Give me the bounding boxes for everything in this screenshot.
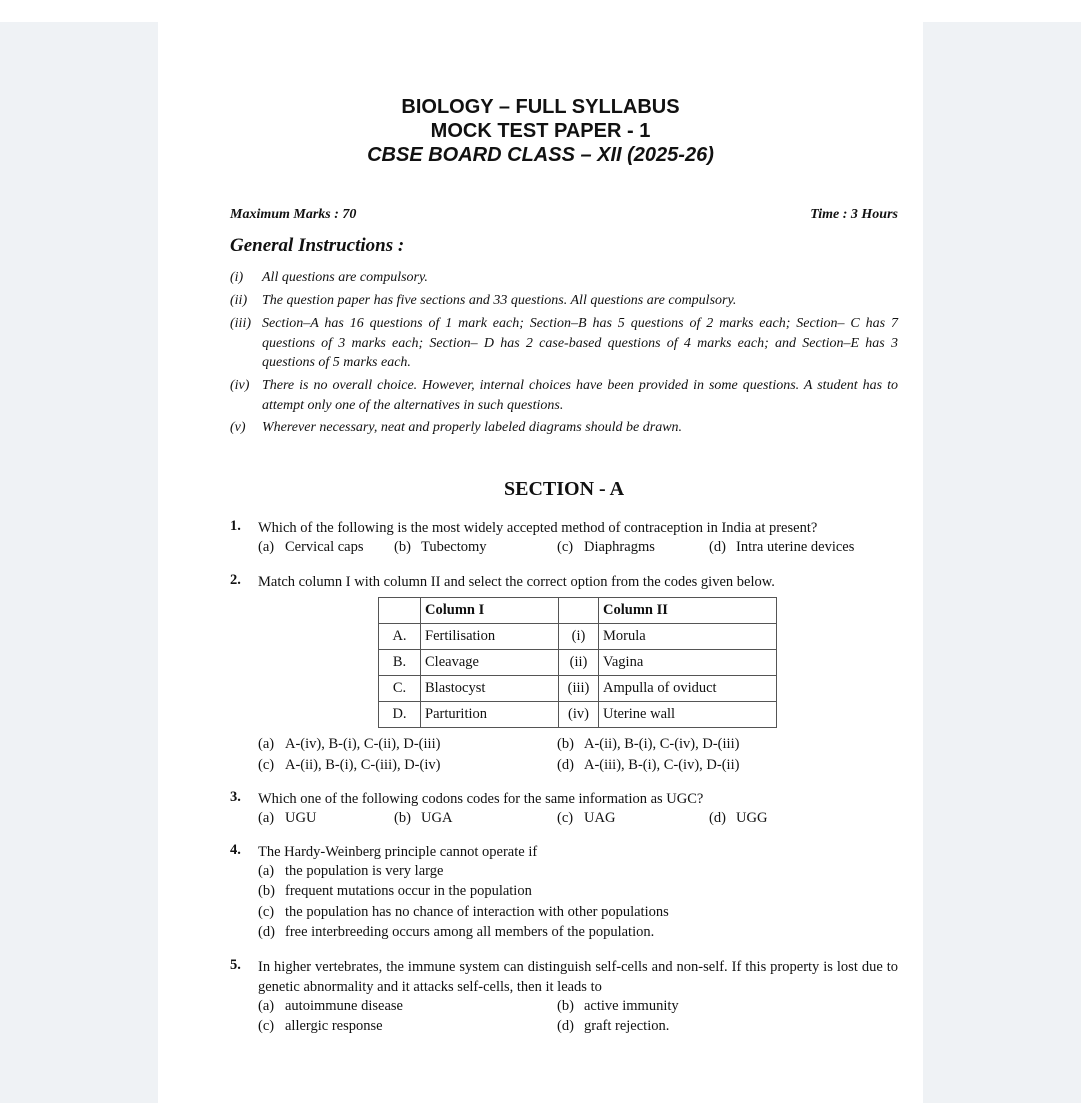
option-text: A-(iii), B-(i), C-(iv), D-(ii) [584,757,740,773]
option-text: graft rejection. [584,1018,670,1034]
table-row [379,650,777,676]
table-cell: B. [379,650,421,676]
option [709,810,767,827]
table-cell: Cleavage [421,650,559,676]
question-number: 4. [230,842,241,858]
option-label: (a) [258,863,275,879]
option-text: autoimmune disease [285,998,403,1014]
instructions-title: General Instructions : [230,235,405,256]
instruction-text: The question paper has five sections and 33 questions. All questions are compulsory. [262,293,737,308]
option-label: (d) [709,810,726,826]
title-board: CBSE BOARD CLASS – XII (2025-26) [367,144,714,166]
table-header-cell [559,598,599,624]
option-label: (b) [557,998,574,1014]
option [258,904,669,921]
title-subject: BIOLOGY – FULL SYLLABUS [401,96,680,118]
option [557,736,739,753]
option-text: allergic response [285,1018,383,1034]
option-text: UGG [736,810,768,826]
question-number: 3. [230,789,241,805]
option-label: (b) [557,736,574,752]
table-cell: A. [379,624,421,650]
page-margin-right [923,22,1081,1103]
option [557,539,655,556]
option-label: (c) [258,1018,275,1034]
question-text: The Hardy-Weinberg principle cannot operate if [258,844,538,860]
table-cell: Ampulla of oviduct [599,676,777,702]
option-label: (a) [258,998,275,1014]
option-text: the population has no chance of interaction with other populations [285,904,669,920]
question-number: 5. [230,957,241,973]
table-header-cell [379,598,421,624]
table-cell: Fertilisation [421,624,559,650]
option-text: UGU [285,810,317,826]
option-text: Cervical caps [285,539,364,555]
option-text: A-(ii), B-(i), C-(iv), D-(iii) [584,736,740,752]
instruction-number: (i) [230,270,244,285]
question-number: 2. [230,572,241,588]
option [258,539,364,556]
instruction-text: All questions are compulsory. [262,270,428,285]
table-header-row [379,598,777,624]
option [557,998,679,1015]
option-text: the population is very large [285,863,444,879]
option-label: (a) [258,810,275,826]
table-cell: (iii) [559,676,599,702]
table-cell: Blastocyst [421,676,559,702]
question-text: Match column I with column II and select the correct option from the codes given below. [258,574,775,590]
table-cell: Morula [599,624,777,650]
option [557,1018,669,1035]
instruction-text: Wherever necessary, neat and properly labeled diagrams should be drawn. [262,420,683,435]
option [258,736,440,753]
option-text: Intra uterine devices [736,539,855,555]
option-text: free interbreeding occurs among all members of the population. [285,924,655,940]
option [709,539,854,556]
table-row [379,676,777,702]
table-cell: C. [379,676,421,702]
time-allowed: Time : 3 Hours [810,207,898,222]
table-cell: (i) [559,624,599,650]
instruction-item [230,291,898,311]
section-a-heading: SECTION - A [503,478,625,500]
instruction-number: (ii) [230,293,248,308]
table-row [379,624,777,650]
table-header-cell: Column I [421,598,559,624]
option-label: (c) [557,810,574,826]
option-text: Diaphragms [584,539,655,555]
table-cell: Uterine wall [599,702,777,728]
option [394,539,487,556]
instruction-item [230,268,898,288]
instruction-text: Section–A has 16 questions of 1 mark each; Section–B has 5 questions of 2 marks each; Section– C has 7 questions of 3 marks each; Section– D has 2 case-based questions of 4 marks each; and Section–E has 3 questions of 5 marks each. [262,316,898,370]
option-label: (b) [394,539,411,555]
option-label: (d) [709,539,726,555]
instruction-number: (iii) [230,316,251,331]
option-label: (a) [258,539,275,555]
option [258,883,532,900]
instruction-text: There is no overall choice. However, internal choices have been provided in some questions. A student has to attempt only one of the alternatives in such questions. [262,378,898,413]
table-header-cell: Column II [599,598,777,624]
instruction-item [230,314,898,373]
question-text: In higher vertebrates, the immune system can distinguish self-cells and non-self. If this property is lost due to genetic abnormality and it attacks self-cells, then it leads to [258,959,898,995]
table-row [379,702,777,728]
instruction-item [230,418,898,438]
option-label: (c) [258,904,275,920]
instruction-number: (v) [230,420,246,435]
option-label: (a) [258,736,275,752]
table-cell: Parturition [421,702,559,728]
option-label: (b) [258,883,275,899]
option [258,1018,383,1035]
option-label: (c) [258,757,275,773]
option-text: active immunity [584,998,679,1014]
table-cell: D. [379,702,421,728]
instruction-item [230,376,898,415]
match-table [378,597,777,728]
option-label: (c) [557,539,574,555]
option-text: A-(iv), B-(i), C-(ii), D-(iii) [285,736,441,752]
table-cell: (ii) [559,650,599,676]
title-paper: MOCK TEST PAPER - 1 [430,120,651,142]
option [258,810,316,827]
page-margin-left [0,22,158,1103]
option-label: (d) [258,924,275,940]
option [258,998,403,1015]
option-text: UAG [584,810,616,826]
option-text: Tubectomy [421,539,487,555]
instruction-number: (iv) [230,378,250,393]
option [557,757,739,774]
option [258,757,440,774]
option-label: (b) [394,810,411,826]
table-cell: (iv) [559,702,599,728]
table-cell: Vagina [599,650,777,676]
question-number: 1. [230,518,241,534]
option-text: UGA [421,810,453,826]
option [258,924,654,941]
option [557,810,615,827]
option [394,810,452,827]
option-label: (d) [557,757,574,773]
option-label: (d) [557,1018,574,1034]
option [258,863,443,880]
max-marks: Maximum Marks : 70 [230,207,357,222]
question-text: Which of the following is the most widely accepted method of contraception in India at present? [258,520,818,536]
question-text: Which one of the following codons codes for the same information as UGC? [258,791,704,807]
option-text: A-(ii), B-(i), C-(iii), D-(iv) [285,757,441,773]
option-text: frequent mutations occur in the population [285,883,532,899]
